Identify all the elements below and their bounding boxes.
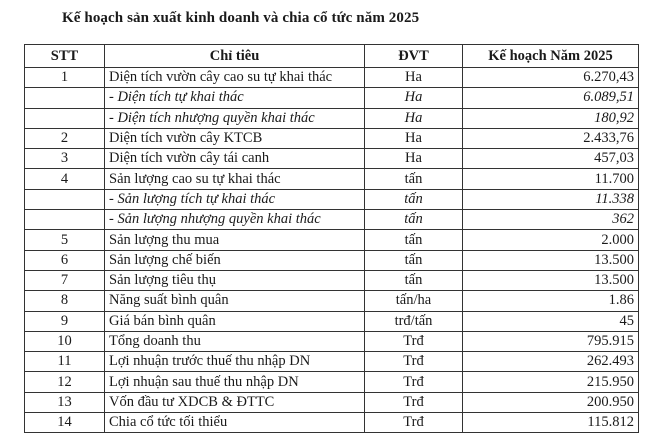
row-unit: Ha xyxy=(365,128,463,148)
table-row xyxy=(25,128,639,148)
row-stt: 5 xyxy=(25,230,105,250)
row-stt: 11 xyxy=(25,352,105,372)
table-row xyxy=(25,270,639,290)
row-unit: Trđ xyxy=(365,352,463,372)
row-indicator: Diện tích vườn cây tái canh xyxy=(105,149,365,169)
table-row xyxy=(25,210,639,230)
row-stt: 2 xyxy=(25,128,105,148)
row-stt xyxy=(25,210,105,230)
row-unit: Ha xyxy=(365,88,463,108)
row-plan-value: 795.915 xyxy=(463,331,639,351)
row-stt: 1 xyxy=(25,68,105,88)
row-plan-value: 45 xyxy=(463,311,639,331)
table-body xyxy=(25,68,639,433)
row-unit: Ha xyxy=(365,149,463,169)
row-plan-value: 11.700 xyxy=(463,169,639,189)
row-unit: Ha xyxy=(365,108,463,128)
row-plan-value: 215.950 xyxy=(463,372,639,392)
row-stt: 14 xyxy=(25,413,105,433)
row-indicator: Sản lượng tiêu thụ xyxy=(105,270,365,290)
table-row xyxy=(25,149,639,169)
row-plan-value: 13.500 xyxy=(463,250,639,270)
plan-table xyxy=(24,44,639,433)
table-row xyxy=(25,88,639,108)
table-row xyxy=(25,189,639,209)
row-plan-value: 6.270,43 xyxy=(463,68,639,88)
row-plan-value: 457,03 xyxy=(463,149,639,169)
row-unit: tấn xyxy=(365,210,463,230)
table-row xyxy=(25,331,639,351)
row-unit: tấn xyxy=(365,230,463,250)
row-plan-value: 262.493 xyxy=(463,352,639,372)
row-indicator: Diện tích vườn cây cao su tự khai thác xyxy=(105,68,365,88)
row-unit: tấn xyxy=(365,250,463,270)
row-plan-value: 115.812 xyxy=(463,413,639,433)
row-plan-value: 2.000 xyxy=(463,230,639,250)
table-row xyxy=(25,230,639,250)
row-plan-value: 11.338 xyxy=(463,189,639,209)
table-row xyxy=(25,392,639,412)
row-stt: 8 xyxy=(25,291,105,311)
row-plan-value: 180,92 xyxy=(463,108,639,128)
row-unit: tấn xyxy=(365,270,463,290)
row-plan-value: 2.433,76 xyxy=(463,128,639,148)
header-plan: Kế hoạch Năm 2025 xyxy=(463,45,639,68)
table-row xyxy=(25,291,639,311)
row-stt xyxy=(25,88,105,108)
row-plan-value: 13.500 xyxy=(463,270,639,290)
table-header-row xyxy=(25,45,639,68)
row-stt: 6 xyxy=(25,250,105,270)
row-stt: 10 xyxy=(25,331,105,351)
row-indicator: - Diện tích nhượng quyền khai thác xyxy=(105,108,365,128)
row-indicator: Vốn đầu tư XDCB & ĐTTC xyxy=(105,392,365,412)
row-indicator: Chia cổ tức tối thiểu xyxy=(105,413,365,433)
page-title: Kế hoạch sản xuất kinh doanh và chia cổ tức năm 2025 xyxy=(62,10,420,26)
table-row xyxy=(25,413,639,433)
row-stt xyxy=(25,189,105,209)
table-row xyxy=(25,372,639,392)
row-indicator: Sản lượng chế biến xyxy=(105,250,365,270)
row-stt: 3 xyxy=(25,149,105,169)
row-plan-value: 362 xyxy=(463,210,639,230)
row-indicator: Giá bán bình quân xyxy=(105,311,365,331)
table-row xyxy=(25,68,639,88)
row-indicator: Lợi nhuận sau thuế thu nhập DN xyxy=(105,372,365,392)
table-row xyxy=(25,169,639,189)
header-unit: ĐVT xyxy=(365,45,463,68)
row-indicator: - Diện tích tự khai thác xyxy=(105,88,365,108)
row-indicator: Sản lượng thu mua xyxy=(105,230,365,250)
row-indicator: - Sản lượng tích tự khai thác xyxy=(105,189,365,209)
row-unit: Trđ xyxy=(365,392,463,412)
row-stt: 13 xyxy=(25,392,105,412)
table-row xyxy=(25,352,639,372)
header-indicator: Chỉ tiêu xyxy=(105,45,365,68)
row-plan-value: 200.950 xyxy=(463,392,639,412)
row-stt xyxy=(25,108,105,128)
header-stt: STT xyxy=(25,45,105,68)
row-unit: Trđ xyxy=(365,372,463,392)
row-stt: 12 xyxy=(25,372,105,392)
row-indicator: Diện tích vườn cây KTCB xyxy=(105,128,365,148)
row-unit: tấn xyxy=(365,189,463,209)
row-indicator: - Sản lượng nhượng quyền khai thác xyxy=(105,210,365,230)
table-row xyxy=(25,108,639,128)
row-indicator: Năng suất bình quân xyxy=(105,291,365,311)
row-unit: tấn/ha xyxy=(365,291,463,311)
row-indicator: Tổng doanh thu xyxy=(105,331,365,351)
row-plan-value: 6.089,51 xyxy=(463,88,639,108)
row-unit: tấn xyxy=(365,169,463,189)
row-plan-value: 1.86 xyxy=(463,291,639,311)
row-stt: 4 xyxy=(25,169,105,189)
row-stt: 9 xyxy=(25,311,105,331)
row-unit: Trđ xyxy=(365,331,463,351)
row-unit: Trđ xyxy=(365,413,463,433)
row-indicator: Lợi nhuận trước thuế thu nhập DN xyxy=(105,352,365,372)
row-indicator: Sản lượng cao su tự khai thác xyxy=(105,169,365,189)
row-unit: trđ/tấn xyxy=(365,311,463,331)
table-row xyxy=(25,250,639,270)
table-row xyxy=(25,311,639,331)
row-unit: Ha xyxy=(365,68,463,88)
row-stt: 7 xyxy=(25,270,105,290)
